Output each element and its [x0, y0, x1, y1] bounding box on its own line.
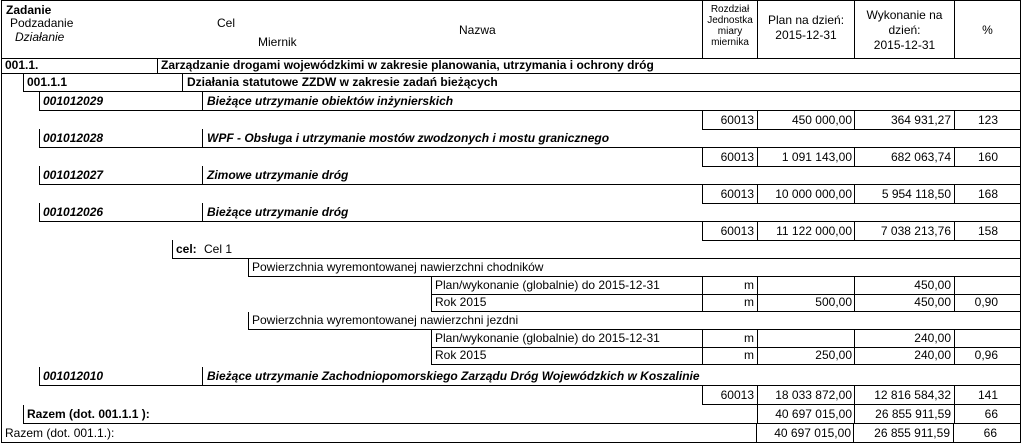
header-plan-line: Plan na dzień: [767, 13, 845, 27]
cell-divider [954, 277, 955, 294]
action-code: 001012010 [43, 369, 104, 383]
action-name: Zimowe utrzymanie dróg [207, 168, 349, 182]
cell-divider [157, 58, 158, 73]
action-row [39, 166, 1021, 185]
report-table [1, 0, 1021, 443]
total-row [23, 405, 1021, 424]
measure-global-label: Plan/wykonanie (globalnie) do 2015-12-31 [435, 331, 660, 345]
header-rozdzial-line: miernika [711, 37, 749, 48]
header-zadanie: Zadanie [6, 3, 52, 17]
action-name: Bieżące utrzymanie Zachodniopomorskiego Zarządu Dróg Wojewódzkich w Koszalinie [207, 369, 700, 383]
measure-name: Powierzchnia wyremontowanej nawierzchni jezdni [252, 313, 519, 327]
action-values-row [702, 148, 1021, 167]
subtask-code: 001.1.1 [27, 75, 68, 89]
table-header [2, 1, 1020, 59]
header-wykonanie-line: 2015-12-31 [873, 38, 936, 52]
header-procent: % [982, 23, 993, 37]
total-label: Razem (dot. 001.1.1 ): [27, 407, 150, 421]
rozdzial-value: 60013 [720, 388, 754, 402]
measure-global-row [431, 330, 1021, 348]
measure-row [248, 312, 1021, 330]
wykonanie-value: 682 063,74 [890, 150, 951, 164]
measure-name: Powierzchnia wyremontowanej nawierzchni chodników [252, 260, 544, 274]
action-row [39, 203, 1021, 222]
total-label: Razem (dot. 001.1.): [5, 426, 115, 440]
measure-year-row [431, 347, 1021, 365]
unit-value: m [744, 331, 754, 345]
header-wykonanie-line: Wykonanie na [866, 8, 943, 22]
header-dzialanie: Działanie [15, 30, 65, 44]
subtask-row [23, 74, 1021, 92]
action-name: Bieżące utrzymanie dróg [207, 205, 349, 219]
header-podzadanie: Podzadanie [10, 16, 74, 30]
plan-value: 250,00 [815, 348, 852, 362]
action-values-row [702, 386, 1021, 405]
plan-value: 450 000,00 [791, 113, 852, 127]
measure-year-row [431, 294, 1021, 312]
header-cel: Cel [217, 16, 236, 30]
procent-value: 123 [977, 113, 998, 127]
procent-value: 0,90 [974, 295, 998, 309]
action-values-row [702, 185, 1021, 204]
measure-global-row [431, 277, 1021, 295]
header-rozdzial [703, 4, 757, 48]
wykonanie-value: 7 038 213,76 [880, 224, 951, 238]
plan-value: 40 697 015,00 [775, 407, 852, 421]
wykonanie-value: 12 816 584,32 [874, 388, 951, 402]
header-nazwa: Nazwa [459, 23, 496, 37]
header-wykonanie [855, 8, 954, 53]
procent-value: 0,96 [974, 348, 998, 362]
header-rozdzial-line: miary [717, 26, 743, 37]
plan-value: 18 033 872,00 [775, 388, 852, 402]
cell-divider [757, 330, 758, 347]
action-row [39, 367, 1021, 386]
cell-divider [182, 74, 183, 91]
action-row [39, 92, 1021, 111]
cell-divider [202, 203, 203, 221]
procent-value: 158 [977, 224, 998, 238]
plan-value: 500,00 [815, 295, 852, 309]
cell-divider [202, 129, 203, 147]
cell-divider [202, 166, 203, 184]
rozdzial-value: 60013 [720, 150, 754, 164]
measure-year-label: Rok 2015 [435, 295, 487, 309]
wykonanie-value: 450,00 [914, 278, 951, 292]
wykonanie-value: 26 855 911,59 [875, 407, 951, 421]
procent-value: 168 [977, 187, 998, 201]
action-row [39, 129, 1021, 148]
action-values-row [702, 111, 1021, 130]
header-miernik: Miernik [258, 35, 297, 49]
wykonanie-value: 26 855 911,59 [874, 426, 950, 440]
header-plan [758, 13, 854, 43]
action-values-row [702, 222, 1021, 241]
cell-divider [202, 92, 203, 110]
total-row [1, 424, 1021, 443]
rozdzial-value: 60013 [720, 187, 754, 201]
header-plan-line: 2015-12-31 [775, 28, 837, 42]
task-code: 001.1. [5, 58, 39, 72]
wykonanie-value: 364 931,27 [890, 113, 951, 127]
cell-divider [202, 367, 203, 385]
plan-value: 10 000 000,00 [775, 187, 852, 201]
goal-label: cel: [176, 242, 197, 256]
subtask-name: Działania statutowe ZZDW w zakresie zadań bieżących [187, 75, 498, 89]
procent-value: 141 [977, 388, 998, 402]
plan-value: 40 697 015,00 [774, 426, 851, 440]
procent-value: 66 [983, 426, 997, 440]
header-wykonanie-line: dzień: [888, 23, 921, 37]
task-row [1, 58, 1021, 74]
measure-year-label: Rok 2015 [435, 348, 487, 362]
header-rozdzial-line: Jednostka [707, 15, 753, 26]
procent-value: 66 [984, 407, 998, 421]
goal-row [172, 240, 1021, 259]
wykonanie-value: 450,00 [914, 295, 951, 309]
unit-value: m [744, 295, 754, 309]
unit-value: m [744, 278, 754, 292]
action-code: 001012026 [43, 205, 104, 219]
action-name: Bieżące utrzymanie obiektów inżynierskich [207, 94, 454, 108]
wykonanie-value: 240,00 [914, 348, 951, 362]
rozdzial-value: 60013 [720, 224, 754, 238]
procent-value: 160 [977, 150, 998, 164]
plan-value: 11 122 000,00 [776, 224, 852, 238]
action-name: WPF - Obsługa i utrzymanie mostów zwodzonych i mostu granicznego [207, 131, 610, 145]
header-rozdzial-line: Rozdział [710, 4, 750, 15]
plan-value: 1 091 143,00 [781, 150, 852, 164]
rozdzial-value: 60013 [720, 113, 754, 127]
unit-value: m [744, 348, 754, 362]
action-code: 001012029 [43, 94, 104, 108]
measure-row [248, 259, 1021, 277]
action-code: 001012027 [43, 168, 104, 182]
action-code: 001012028 [43, 131, 104, 145]
cell-divider [954, 330, 955, 347]
cell-divider [757, 277, 758, 294]
task-name: Zarządzanie drogami wojewódzkimi w zakresie planowania, utrzymania i ochrony dróg [161, 58, 654, 72]
measure-global-label: Plan/wykonanie (globalnie) do 2015-12-31 [435, 278, 660, 292]
wykonanie-value: 240,00 [914, 331, 951, 345]
wykonanie-value: 5 954 118,50 [881, 187, 951, 201]
goal-name: Cel 1 [204, 242, 233, 256]
